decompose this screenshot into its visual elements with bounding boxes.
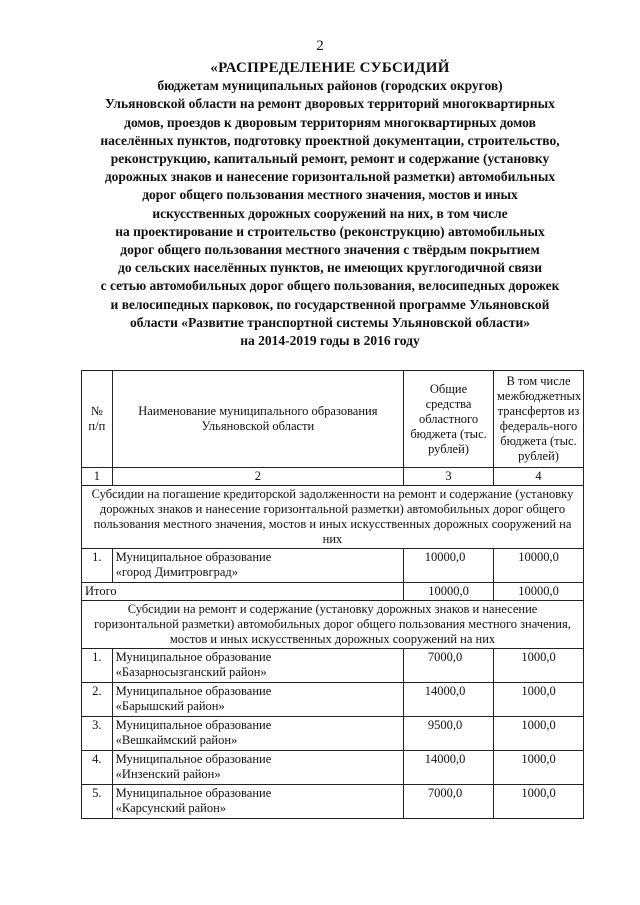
- section-title-row: [82, 486, 584, 549]
- row-name-line2: «Инзенский район»: [115, 767, 221, 781]
- row-name-line2: «Базарносызганский район»: [115, 665, 267, 679]
- row-federal: 1000,0: [494, 717, 584, 751]
- title-line: с сетью автомобильных дорог общего пользования, велосипедных дорожек: [100, 278, 560, 294]
- total-row: [82, 583, 584, 601]
- title-line: области «Развитие транспортной системы Ульяновской области»: [130, 314, 530, 330]
- title-line: Ульяновской области на ремонт дворовых территорий многоквартирных: [105, 96, 555, 112]
- row-num: 3.: [82, 717, 113, 751]
- page-number: 2: [316, 38, 324, 54]
- row-total: 9500,0: [404, 717, 494, 751]
- row-num: 5.: [82, 785, 113, 819]
- row-total: 7000,0: [404, 785, 494, 819]
- title-line: населённых пунктов, подготовку проектной документации, строительство,: [100, 132, 560, 148]
- row-federal: 1000,0: [494, 683, 584, 717]
- column-number: 4: [494, 468, 584, 486]
- table-row: [82, 549, 584, 583]
- row-name-line1: Муниципальное образование: [115, 684, 272, 698]
- header-federal: В том числе межбюджетных трансфертов из федераль-ного бюджета (тыс. рублей): [494, 371, 584, 468]
- row-num: 4.: [82, 751, 113, 785]
- row-name-line2: «Карсунский район»: [115, 801, 227, 815]
- header-name: Наименование муниципального образования Ульяновской области: [112, 371, 403, 468]
- section2-title: Субсидии на ремонт и содержание (установку дорожных знаков и нанесение горизонтальной разметки) автомобильных дорог общего пользования местного значения, мостов и иных искусственных дорожных сооружений на них: [82, 601, 584, 649]
- header-total: Общие средства областного бюджета (тыс. рублей): [404, 371, 494, 468]
- total-value: 10000,0: [404, 583, 494, 601]
- row-name-line1: Муниципальное образование: [115, 550, 272, 564]
- row-total: 10000,0: [404, 549, 494, 583]
- row-num: 1.: [82, 549, 113, 583]
- section1-title: Субсидии на погашение кредиторской задолженности на ремонт и содержание (установку дорожных знаков и нанесение горизонтальной разметки) автомобильных дорог общего пользования местного значения, мостов и иных искусственных дорожных сооружений на них: [82, 486, 584, 549]
- row-federal: 1000,0: [494, 785, 584, 819]
- row-name: [112, 549, 403, 583]
- table-row: [82, 751, 584, 785]
- column-number: 3: [404, 468, 494, 486]
- title-line: и велосипедных парковок, по государственной программе Ульяновской: [110, 296, 550, 312]
- title-line: реконструкцию, капитальный ремонт, ремонт и содержание (установку: [110, 151, 550, 167]
- row-name: [112, 785, 403, 819]
- table-row: [82, 683, 584, 717]
- row-name: [112, 649, 403, 683]
- row-name-line2: «Вешкаймский район»: [115, 733, 238, 747]
- table-header-row: [82, 371, 584, 468]
- title-line: искусственных дорожных сооружений на них, в том числе: [152, 205, 508, 221]
- title-line: домов, проездов к дворовым территориям многоквартирных домов: [124, 114, 536, 130]
- row-name-line1: Муниципальное образование: [115, 786, 272, 800]
- row-name-line1: Муниципальное образование: [115, 718, 272, 732]
- total-label: Итого: [82, 583, 404, 601]
- column-number-row: [82, 468, 584, 486]
- row-num: 1.: [82, 649, 113, 683]
- row-name-line2: «город Димитровград»: [115, 565, 238, 579]
- title-line: на 2014-2019 годы в 2016 году: [240, 333, 420, 349]
- subsidies-table: [81, 370, 584, 819]
- row-federal: 1000,0: [494, 649, 584, 683]
- title-line: на проектирование и строительство (реконструкцию) автомобильных: [115, 223, 545, 239]
- document-title: [70, 59, 590, 350]
- row-num: 2.: [82, 683, 113, 717]
- header-num: № п/п: [82, 371, 113, 468]
- title-line: до сельских населённых пунктов, не имеющих круглогодичной связи: [118, 260, 542, 276]
- row-name: [112, 683, 403, 717]
- row-total: 14000,0: [404, 683, 494, 717]
- row-name-line2: «Барышский район»: [115, 699, 225, 713]
- title-line: дорог общего пользования местного значения, мостов и иных: [142, 187, 518, 203]
- title-line: дорог общего пользования местного значения с твёрдым покрытием: [120, 242, 540, 258]
- section-title-row: [82, 601, 584, 649]
- row-name: [112, 751, 403, 785]
- title-first-line: «РАСПРЕДЕЛЕНИЕ СУБСИДИЙ: [210, 60, 450, 76]
- row-total: 7000,0: [404, 649, 494, 683]
- column-number: 2: [112, 468, 403, 486]
- table-row: [82, 717, 584, 751]
- table-row: [82, 785, 584, 819]
- column-number: 1: [82, 468, 113, 486]
- title-line: бюджетам муниципальных районов (городских округов): [157, 78, 503, 94]
- row-name: [112, 717, 403, 751]
- row-name-line1: Муниципальное образование: [115, 650, 272, 664]
- row-total: 14000,0: [404, 751, 494, 785]
- table-row: [82, 649, 584, 683]
- title-line: дорожных знаков и нанесение горизонтальной разметки) автомобильных: [104, 169, 556, 185]
- total-federal: 10000,0: [494, 583, 584, 601]
- row-federal: 10000,0: [494, 549, 584, 583]
- row-federal: 1000,0: [494, 751, 584, 785]
- row-name-line1: Муниципальное образование: [115, 752, 272, 766]
